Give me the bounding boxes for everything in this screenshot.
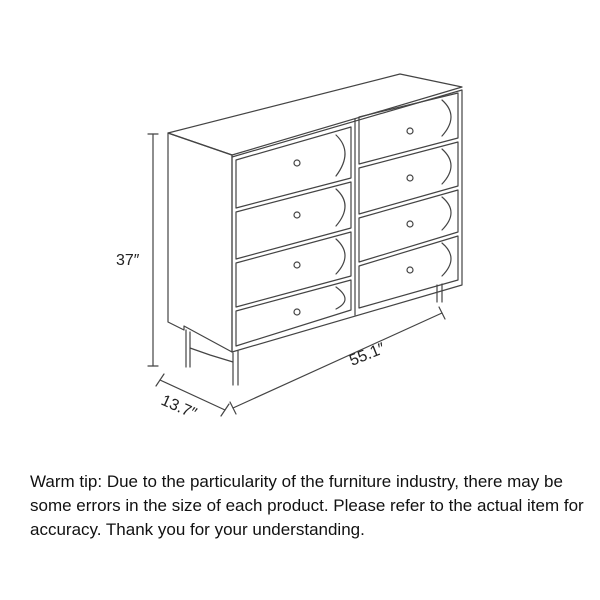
dresser-leg-stretcher	[190, 348, 233, 362]
drawer-knob-icon	[407, 267, 413, 273]
width-dimension-line	[233, 313, 442, 408]
width-dimension-tick	[439, 307, 445, 319]
depth-dimension-tick	[156, 374, 164, 386]
dresser-front-face	[232, 90, 462, 352]
depth-dimension-label: 13.7″	[158, 392, 199, 423]
drawer-front	[359, 142, 458, 214]
height-dimension-label: 37″	[116, 252, 140, 269]
width-dimension-tick	[230, 402, 236, 414]
drawer-knob-icon	[407, 175, 413, 181]
drawer-grid	[236, 93, 458, 346]
drawer-arch-decoration	[336, 287, 345, 309]
drawer-knob-icon	[294, 212, 300, 218]
drawer-front	[236, 280, 351, 346]
drawer-knob-icon	[407, 128, 413, 134]
drawer-knob-icon	[407, 221, 413, 227]
dresser-top	[168, 74, 462, 155]
dimension-lines	[148, 134, 445, 416]
width-dimension-label: 55.1″	[347, 340, 388, 370]
drawer-arch-decoration	[442, 197, 451, 230]
drawer-arch-decoration	[336, 135, 345, 176]
warm-tip-text: Warm tip: Due to the particularity of the furniture industry, there may be some errors in the size of each product. Please refer to the actual item for accuracy. Thank you for your understanding.	[30, 472, 584, 539]
drawer-arch-decoration	[336, 189, 345, 226]
drawer-arch-decoration	[442, 149, 451, 184]
dresser-legs	[186, 284, 442, 385]
drawer-knob-icon	[294, 309, 300, 315]
drawer-arch-decoration	[442, 100, 451, 136]
dresser-side-panel	[168, 133, 232, 352]
dresser-drawing	[168, 74, 462, 352]
drawer-arch-decoration	[336, 239, 345, 274]
depth-dimension-tick	[221, 404, 229, 416]
drawer-arch-decoration	[442, 243, 451, 276]
drawer-knob-icon	[294, 160, 300, 166]
drawer-knob-icon	[294, 262, 300, 268]
